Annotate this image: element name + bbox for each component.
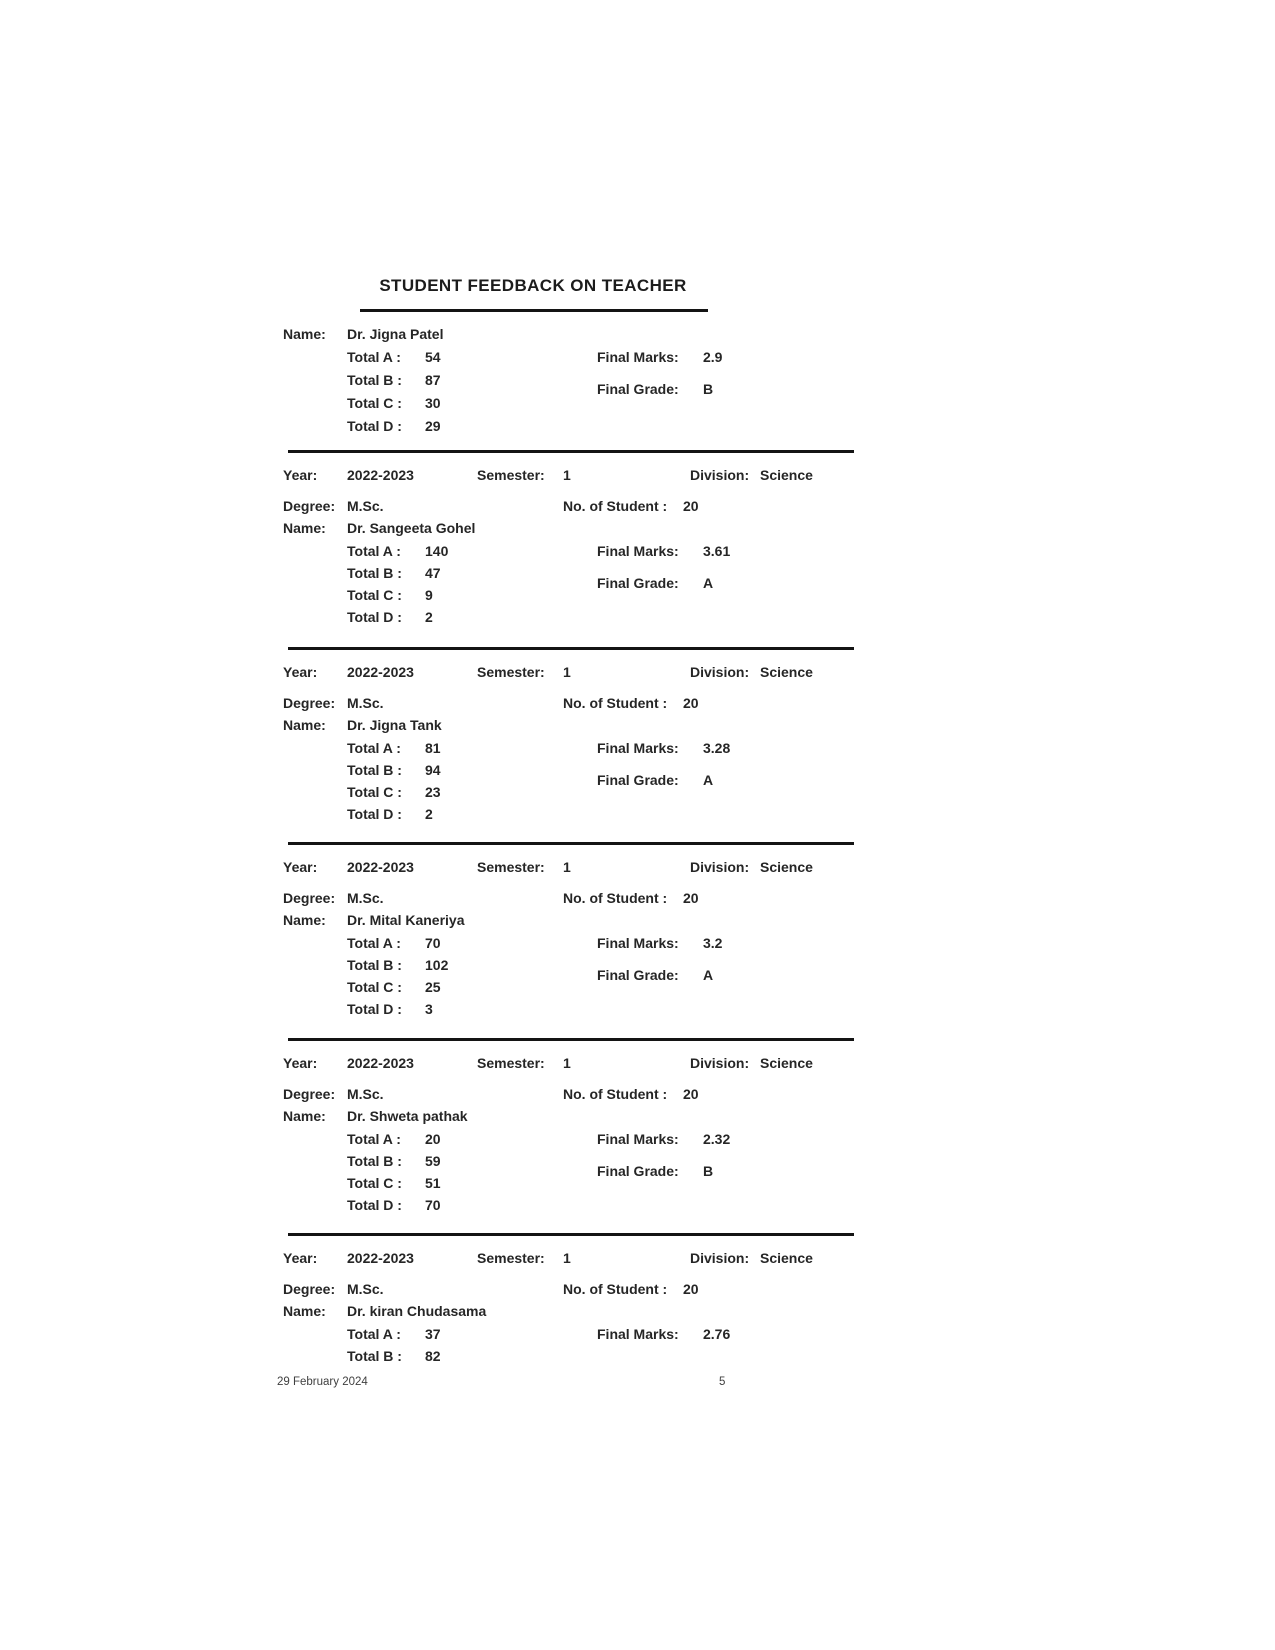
total-b-value: 82: [425, 1348, 441, 1364]
final-grade-value: A: [703, 772, 714, 788]
total-c-value: 25: [425, 979, 441, 995]
feedback-record: [280, 1038, 860, 1228]
students-value: 20: [683, 1086, 699, 1102]
final-grade-value: B: [703, 381, 714, 397]
year-value: 2022-2023: [347, 1250, 414, 1266]
name-value: Dr. Mital Kaneriya: [347, 912, 465, 928]
final-grade-label: Final Grade:: [597, 967, 679, 983]
degree-value: M.Sc.: [347, 695, 384, 711]
final-grade-label: Final Grade:: [597, 772, 679, 788]
students-label: No. of Student :: [563, 1281, 668, 1297]
final-grade-value: A: [703, 967, 714, 983]
total-a-value: 37: [425, 1326, 441, 1342]
total-b-value: 94: [425, 762, 441, 778]
title-underline: [360, 309, 708, 312]
footer-page-number: 5: [719, 1376, 726, 1388]
total-c-label: Total C :: [347, 979, 402, 995]
total-a-label: Total A :: [347, 935, 401, 951]
final-grade-value: A: [703, 575, 714, 591]
year-label: Year:: [283, 1250, 318, 1266]
final-marks-label: Final Marks:: [597, 935, 679, 951]
total-b-label: Total B :: [347, 372, 402, 388]
total-d-value: 3: [425, 1001, 433, 1017]
total-a-label: Total A :: [347, 1131, 401, 1147]
total-c-label: Total C :: [347, 784, 402, 800]
total-c-value: 51: [425, 1175, 441, 1191]
students-value: 20: [683, 1281, 699, 1297]
feedback-record: [280, 842, 860, 1032]
semester-label: Semester:: [477, 664, 545, 680]
students-label: No. of Student :: [563, 890, 668, 906]
degree-label: Degree:: [283, 498, 336, 514]
name-label: Name:: [283, 717, 326, 733]
total-a-value: 70: [425, 935, 441, 951]
total-a-value: 81: [425, 740, 441, 756]
division-label: Division:: [690, 1250, 750, 1266]
total-b-label: Total B :: [347, 565, 402, 581]
total-b-label: Total B :: [347, 957, 402, 973]
total-a-value: 140: [425, 543, 449, 559]
final-marks-label: Final Marks:: [597, 1326, 679, 1342]
final-grade-label: Final Grade:: [597, 381, 679, 397]
total-c-value: 30: [425, 395, 441, 411]
degree-value: M.Sc.: [347, 890, 384, 906]
final-marks-value: 2.9: [703, 349, 723, 365]
year-value: 2022-2023: [347, 467, 414, 483]
semester-value: 1: [563, 859, 571, 875]
page-title: STUDENT FEEDBACK ON TEACHER: [379, 276, 687, 295]
record-divider: [288, 842, 854, 845]
name-value: Dr. kiran Chudasama: [347, 1303, 487, 1319]
final-marks-label: Final Marks:: [597, 740, 679, 756]
total-c-value: 9: [425, 587, 433, 603]
semester-label: Semester:: [477, 859, 545, 875]
division-label: Division:: [690, 859, 750, 875]
total-a-value: 20: [425, 1131, 441, 1147]
year-value: 2022-2023: [347, 859, 414, 875]
final-marks-value: 3.2: [703, 935, 723, 951]
final-marks-value: 2.32: [703, 1131, 731, 1147]
name-value: Dr. Shweta pathak: [347, 1108, 468, 1124]
semester-value: 1: [563, 664, 571, 680]
degree-label: Degree:: [283, 1086, 336, 1102]
semester-label: Semester:: [477, 467, 545, 483]
record-divider: [288, 1233, 854, 1236]
final-marks-value: 3.61: [703, 543, 731, 559]
final-grade-value: B: [703, 1163, 714, 1179]
total-b-label: Total B :: [347, 1153, 402, 1169]
semester-label: Semester:: [477, 1250, 545, 1266]
total-b-label: Total B :: [347, 762, 402, 778]
students-value: 20: [683, 890, 699, 906]
total-a-value: 54: [425, 349, 441, 365]
year-label: Year:: [283, 664, 318, 680]
total-d-label: Total D :: [347, 1001, 402, 1017]
final-marks-value: 3.28: [703, 740, 731, 756]
name-value: Dr. Jigna Patel: [347, 326, 444, 342]
students-value: 20: [683, 695, 699, 711]
semester-value: 1: [563, 1055, 571, 1071]
degree-label: Degree:: [283, 1281, 336, 1297]
degree-value: M.Sc.: [347, 1281, 384, 1297]
division-label: Division:: [690, 664, 750, 680]
total-b-value: 102: [425, 957, 449, 973]
total-c-value: 23: [425, 784, 441, 800]
semester-value: 1: [563, 467, 571, 483]
degree-value: M.Sc.: [347, 1086, 384, 1102]
total-b-value: 59: [425, 1153, 441, 1169]
name-value: Dr. Jigna Tank: [347, 717, 442, 733]
division-value: Science: [760, 664, 813, 680]
total-a-label: Total A :: [347, 1326, 401, 1342]
total-d-value: 2: [425, 806, 433, 822]
total-b-value: 47: [425, 565, 441, 581]
record-divider: [288, 450, 854, 453]
name-label: Name:: [283, 326, 326, 342]
division-value: Science: [760, 1055, 813, 1071]
total-a-label: Total A :: [347, 543, 401, 559]
division-label: Division:: [690, 1055, 750, 1071]
degree-label: Degree:: [283, 695, 336, 711]
total-b-value: 87: [425, 372, 441, 388]
year-value: 2022-2023: [347, 664, 414, 680]
final-grade-label: Final Grade:: [597, 575, 679, 591]
feedback-record: [280, 450, 860, 640]
footer-date: 29 February 2024: [277, 1376, 368, 1388]
record-divider: [288, 647, 854, 650]
total-a-label: Total A :: [347, 740, 401, 756]
total-d-label: Total D :: [347, 1197, 402, 1213]
feedback-record: [280, 1233, 860, 1423]
year-label: Year:: [283, 859, 318, 875]
record-divider: [288, 1038, 854, 1041]
total-d-value: 2: [425, 609, 433, 625]
year-label: Year:: [283, 467, 318, 483]
final-marks-label: Final Marks:: [597, 349, 679, 365]
name-label: Name:: [283, 1108, 326, 1124]
name-label: Name:: [283, 520, 326, 536]
students-label: No. of Student :: [563, 1086, 668, 1102]
total-d-label: Total D :: [347, 609, 402, 625]
year-label: Year:: [283, 1055, 318, 1071]
name-label: Name:: [283, 1303, 326, 1319]
final-marks-label: Final Marks:: [597, 543, 679, 559]
semester-value: 1: [563, 1250, 571, 1266]
final-marks-value: 2.76: [703, 1326, 731, 1342]
division-label: Division:: [690, 467, 750, 483]
degree-value: M.Sc.: [347, 498, 384, 514]
division-value: Science: [760, 467, 813, 483]
total-a-label: Total A :: [347, 349, 401, 365]
semester-label: Semester:: [477, 1055, 545, 1071]
total-c-label: Total C :: [347, 395, 402, 411]
name-value: Dr. Sangeeta Gohel: [347, 520, 476, 536]
year-value: 2022-2023: [347, 1055, 414, 1071]
division-value: Science: [760, 859, 813, 875]
total-c-label: Total C :: [347, 1175, 402, 1191]
total-d-label: Total D :: [347, 806, 402, 822]
division-value: Science: [760, 1250, 813, 1266]
total-c-label: Total C :: [347, 587, 402, 603]
total-d-label: Total D :: [347, 418, 402, 434]
final-grade-label: Final Grade:: [597, 1163, 679, 1179]
total-b-label: Total B :: [347, 1348, 402, 1364]
feedback-record: [280, 647, 860, 837]
students-label: No. of Student :: [563, 498, 668, 514]
students-value: 20: [683, 498, 699, 514]
total-d-value: 70: [425, 1197, 441, 1213]
name-label: Name:: [283, 912, 326, 928]
total-d-value: 29: [425, 418, 441, 434]
degree-label: Degree:: [283, 890, 336, 906]
students-label: No. of Student :: [563, 695, 668, 711]
final-marks-label: Final Marks:: [597, 1131, 679, 1147]
